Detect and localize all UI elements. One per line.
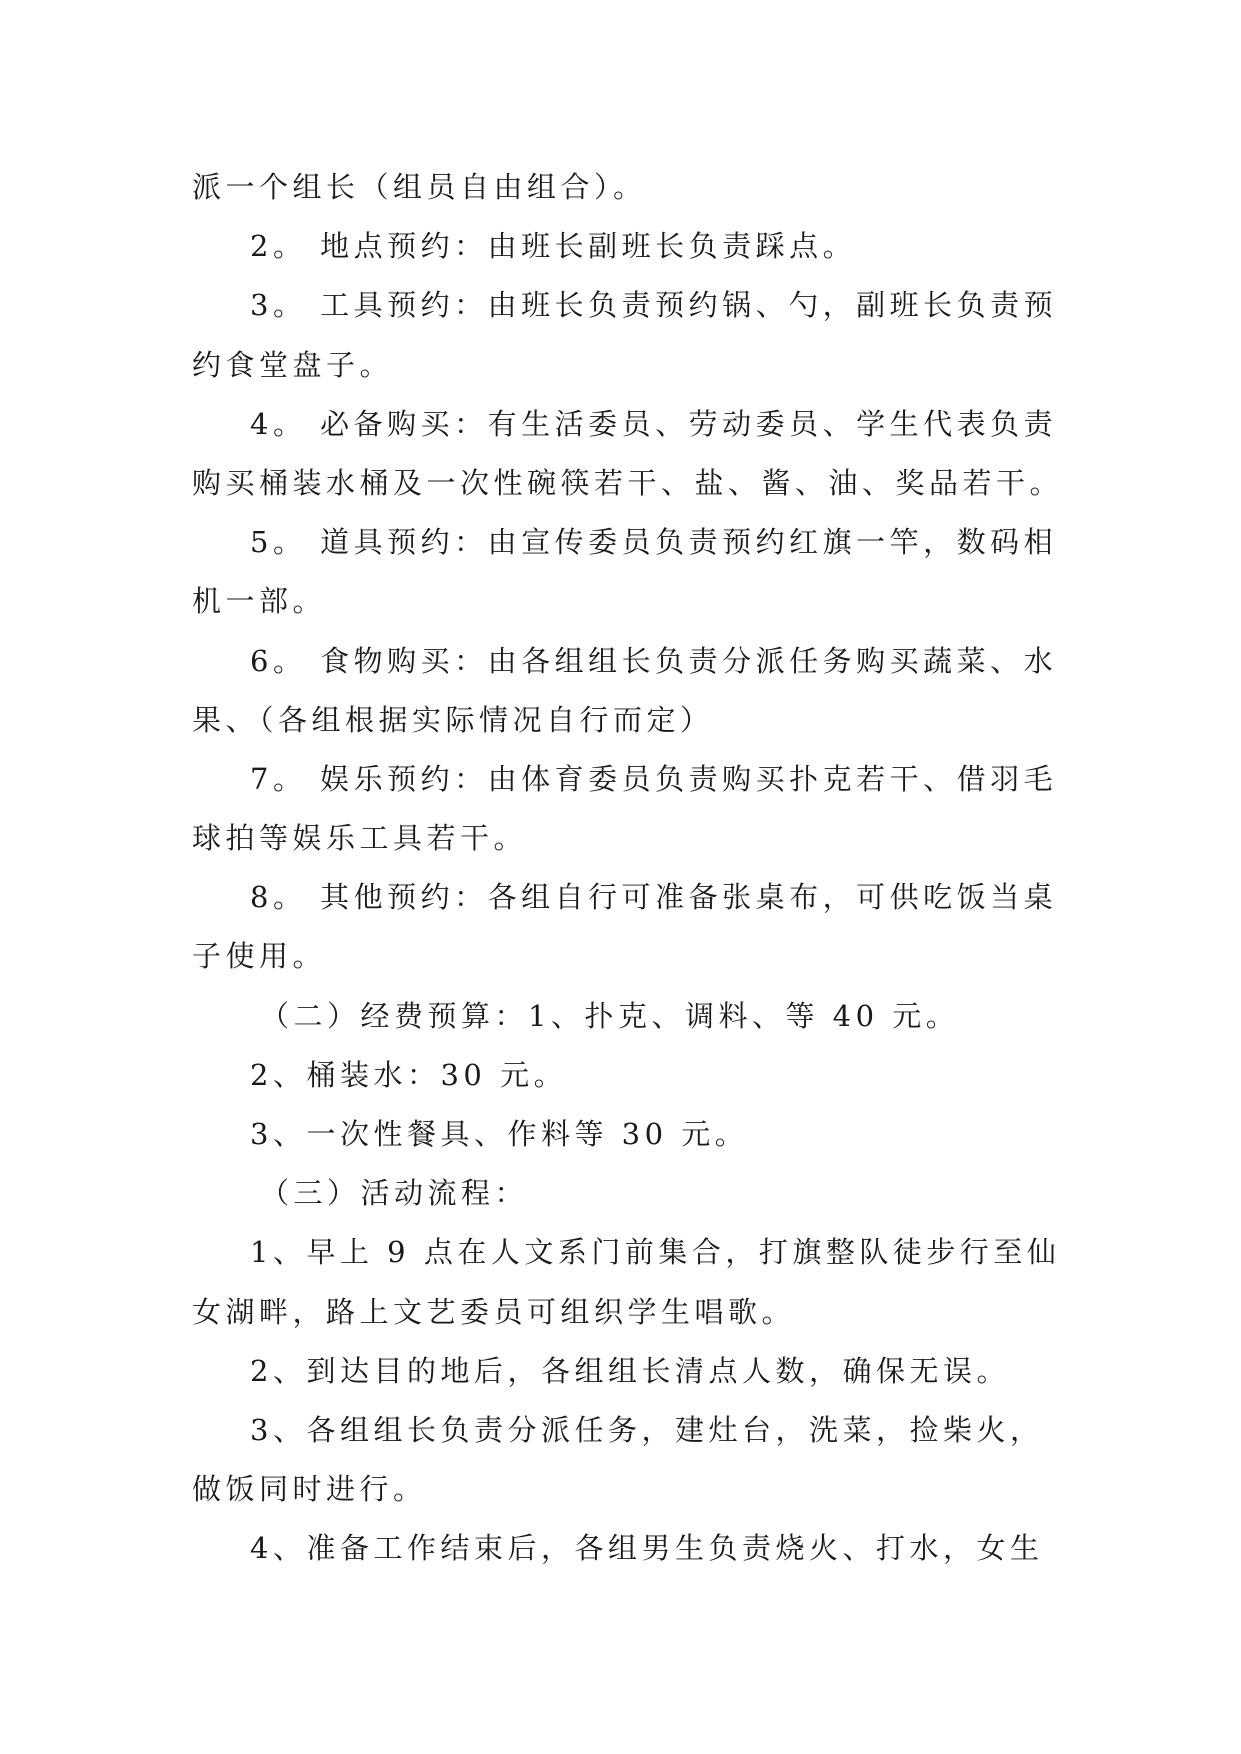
- text-line: 子使用。: [192, 939, 327, 974]
- text-line: 3、一次性餐具、作料等 30 元。: [250, 1117, 749, 1151]
- text-line: 2、到达目的地后，各组组长清点人数，确保无误。: [250, 1353, 1010, 1388]
- text-line: （二）经费预算：1、扑克、调料、等 40 元。: [260, 998, 960, 1033]
- text-line: 做饭同时进行。: [192, 1472, 427, 1507]
- document-body: [192, 158, 1072, 1579]
- text-line: 1、早上 9 点在人文系门前集合，打旗整队徒步行至仙: [250, 1235, 1061, 1270]
- text-line: 3、各组组长负责分派任务，建灶台，洗菜，捡柴火，: [250, 1412, 1044, 1447]
- text-line: （三）活动流程：: [260, 1176, 529, 1211]
- text-line: 购买桶装水桶及一次性碗筷若干、盐、酱、油、奖品若干。: [192, 465, 1064, 500]
- text-line: 女湖畔，路上文艺委员可组织学生唱歌。: [192, 1294, 796, 1329]
- text-line: 2、桶装水：30 元。: [250, 1057, 568, 1092]
- text-line: 6。 食物购买：由各组组长负责分派任务购买蔬菜、水: [250, 643, 1058, 678]
- text-line: 3。 工具预约：由班长负责预约锅、勺，副班长负责预: [250, 288, 1058, 323]
- text-line: 果、（各组根据实际情况自行而定）: [192, 702, 714, 737]
- text-line: 5。 道具预约：由宣传委员负责预约红旗一竿，数码相: [250, 525, 1058, 560]
- text-line: 机一部。: [192, 584, 327, 619]
- text-line: 2。 地点预约：由班长副班长负责踩点。: [250, 229, 857, 264]
- text-line: 约食堂盘子。: [192, 347, 394, 382]
- text-line: 8。 其他预约：各组自行可准备张桌布，可供吃饭当桌: [250, 880, 1058, 915]
- text-line: 派一个组长（组员自由组合）。: [192, 170, 647, 204]
- text-line: 球拍等娱乐工具若干。: [192, 821, 528, 856]
- text-line: 4。 必备购买：有生活委员、劳动委员、学生代表负责: [250, 406, 1058, 441]
- text-line: 7。 娱乐预约：由体育委员负责购买扑克若干、借羽毛: [250, 761, 1058, 796]
- text-line: 4、准备工作结束后，各组男生负责烧火、打水，女生: [250, 1531, 1044, 1566]
